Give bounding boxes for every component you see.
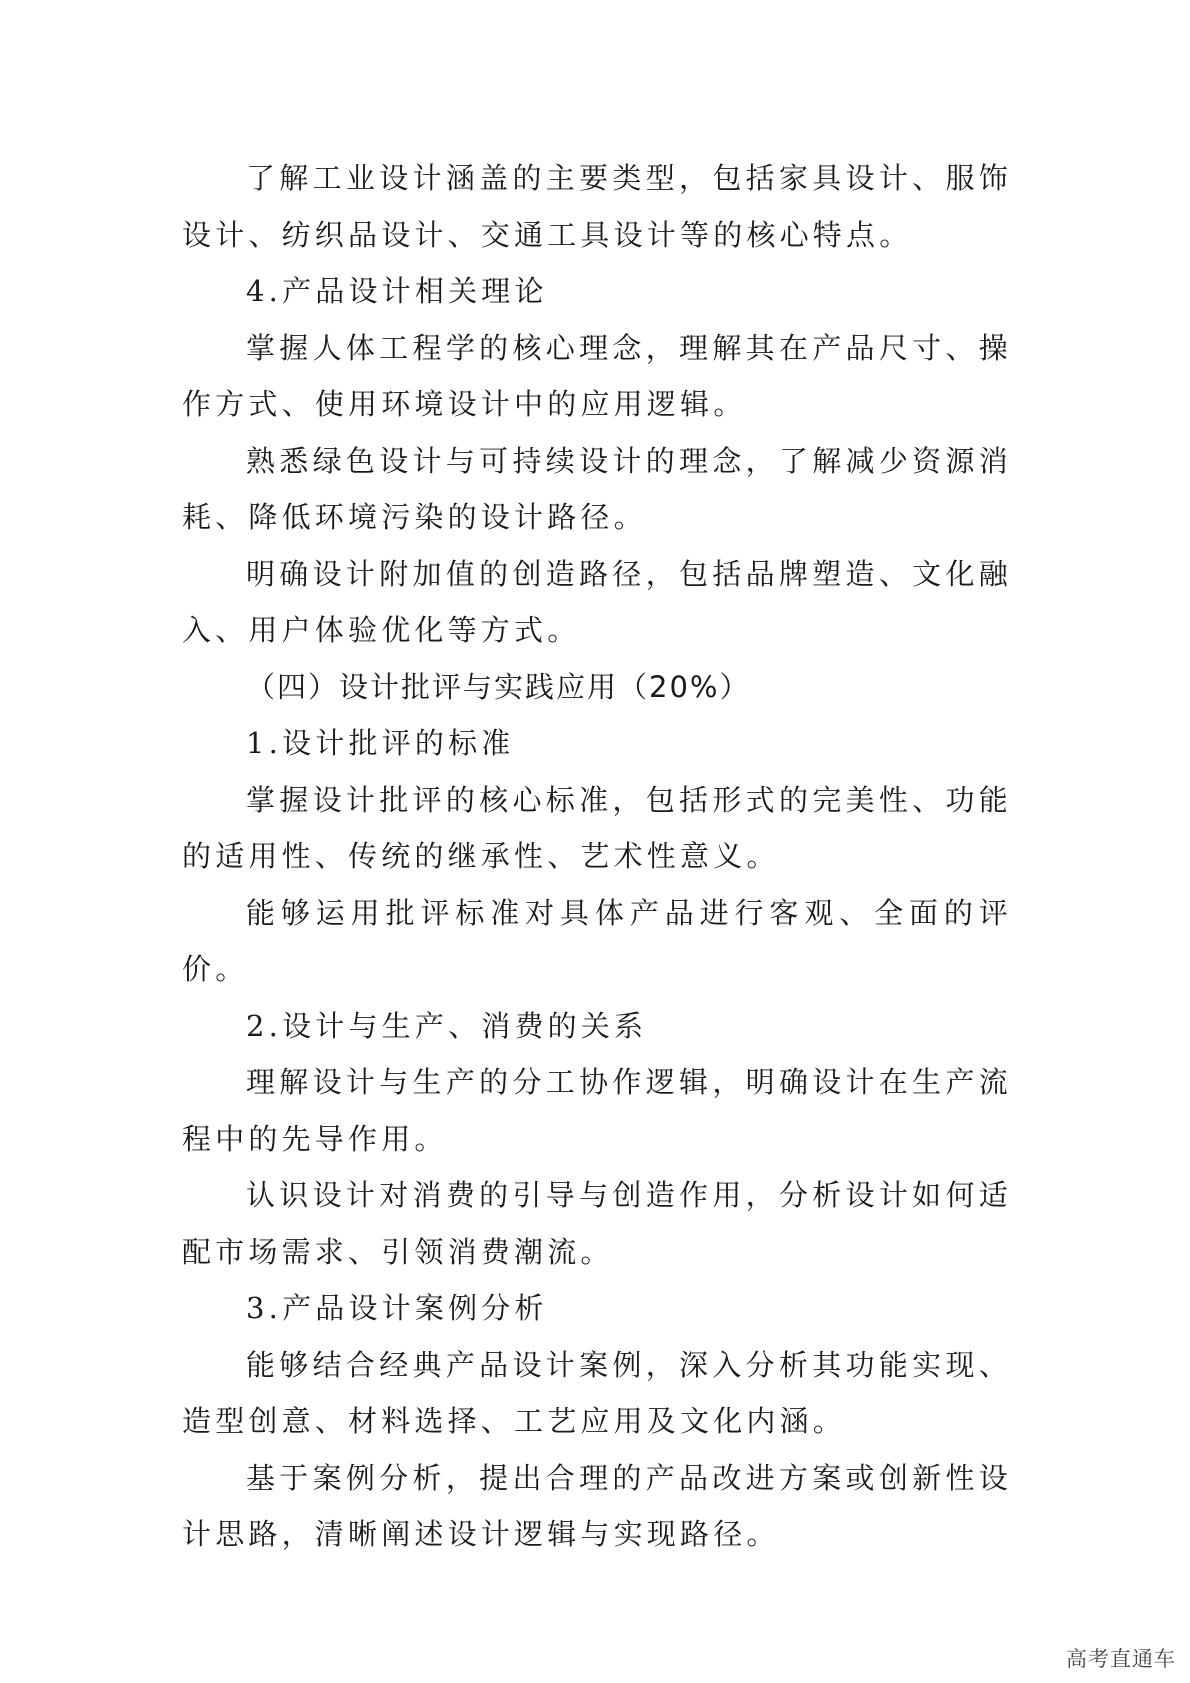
paragraph-design-production: 理解设计与生产的分工协作逻辑，明确设计在生产流程中的先导作用。 [182,1065,1012,1156]
section-heading-design-criticism: （四）设计批评与实践应用（20%） [246,669,751,704]
document-body [182,150,1012,1563]
subheading-product-design-theory: 4.产品设计相关理论 [246,274,548,308]
subheading-case-analysis: 3.产品设计案例分析 [246,1291,548,1325]
paragraph-added-value: 明确设计附加值的创造路径，包括品牌塑造、文化融入、用户体验优化等方式。 [182,556,1012,647]
paragraph-industrial-design-types: 了解工业设计涵盖的主要类型，包括家具设计、服饰设计、纺织品设计、交通工具设计等的核心特点。 [182,161,1012,252]
paragraph-ergonomics: 掌握人体工程学的核心理念，理解其在产品尺寸、操作方式、使用环境设计中的应用逻辑。 [182,330,1012,421]
paragraph-green-design: 熟悉绿色设计与可持续设计的理念，了解减少资源消耗、降低环境污染的设计路径。 [182,443,1012,534]
paragraph-criticism-core-standards: 掌握设计批评的核心标准，包括形式的完美性、功能的适用性、传统的继承性、艺术性意义。 [182,782,1012,873]
paragraph-classic-cases: 能够结合经典产品设计案例，深入分析其功能实现、造型创意、材料选择、工艺应用及文化内涵。 [182,1347,1012,1438]
paragraph-apply-standards: 能够运用批评标准对具体产品进行客观、全面的评价。 [182,895,1012,986]
paragraph-improvement-proposal: 基于案例分析，提出合理的产品改进方案或创新性设计思路，清晰阐述设计逻辑与实现路径。 [182,1460,1012,1551]
watermark-label: 高考直通车 [1066,1647,1176,1671]
subheading-design-production-consumption: 2.设计与生产、消费的关系 [246,1008,648,1043]
subheading-criticism-standards: 1.设计批评的标准 [246,726,515,760]
paragraph-design-consumption: 认识设计对消费的引导与创造作用，分析设计如何适配市场需求、引领消费潮流。 [182,1178,1012,1269]
